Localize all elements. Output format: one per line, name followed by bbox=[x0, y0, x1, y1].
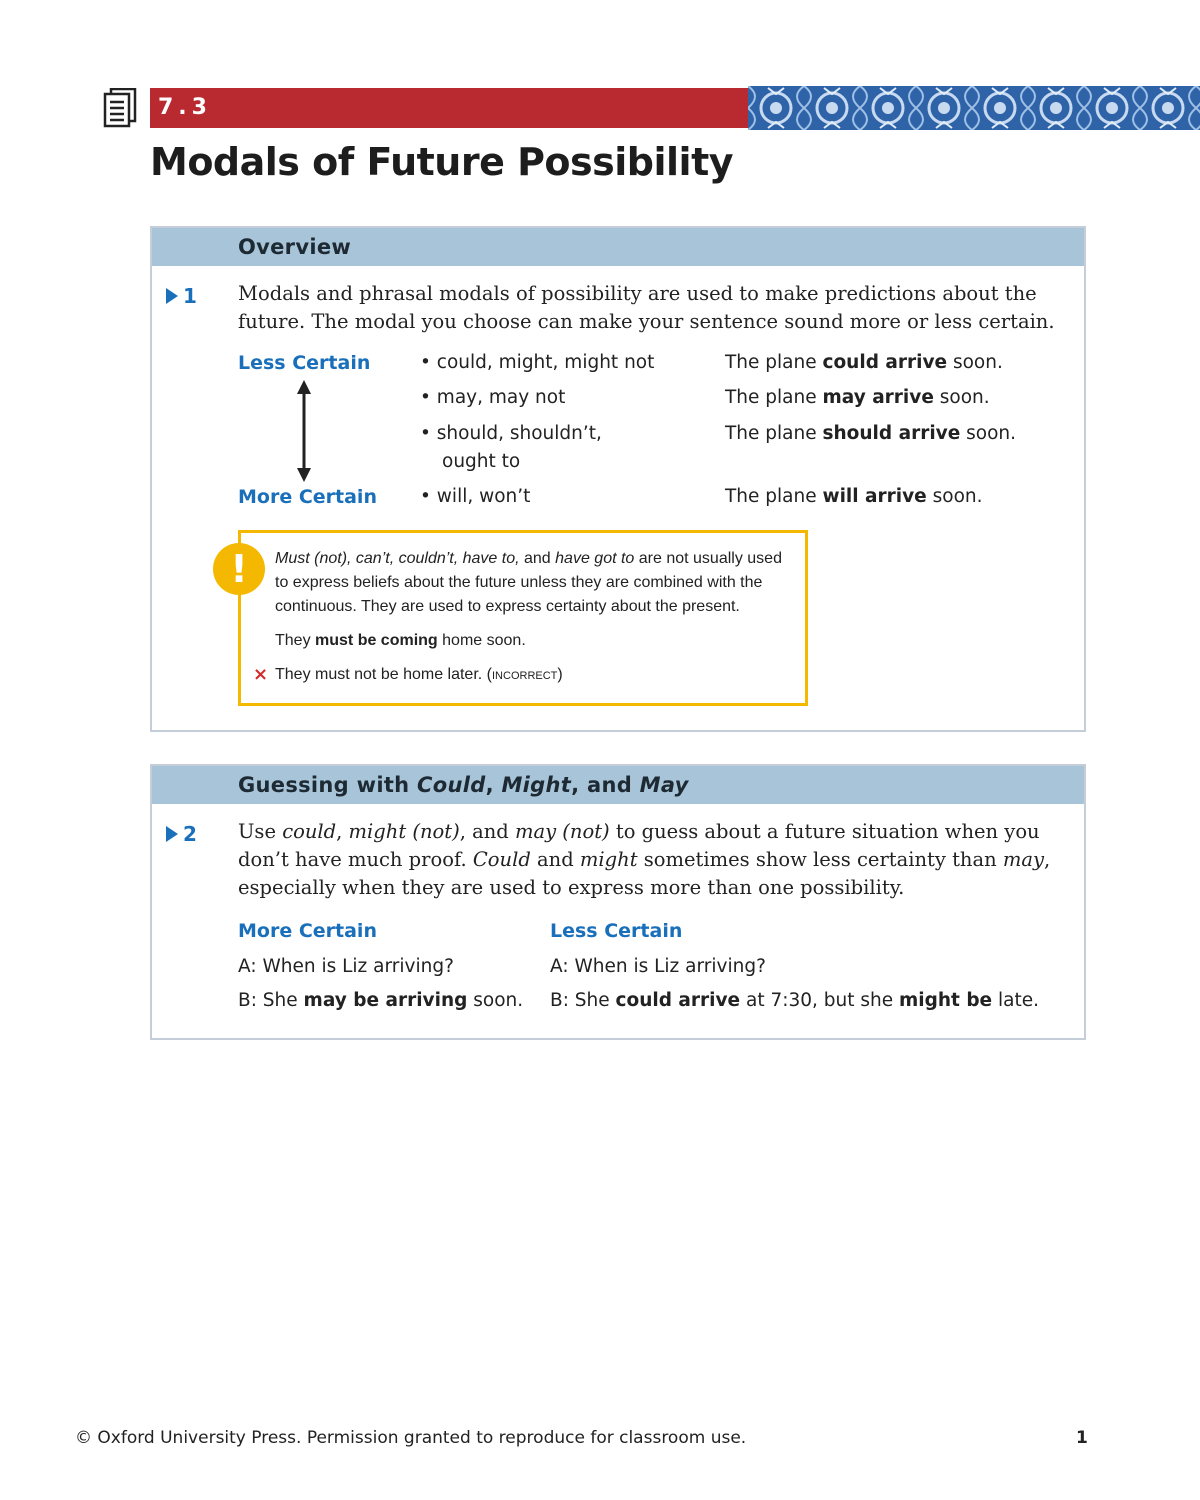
example-sentence: The plane could arrive soon. bbox=[725, 352, 1003, 373]
page-title: Modals of Future Possibility bbox=[150, 140, 734, 184]
dialogue-line-b: B: She may be arriving soon. bbox=[238, 990, 524, 1011]
dialogue-line-b: B: She could arrive at 7:30, but she might be late. bbox=[550, 990, 1039, 1011]
point-marker-1: 1 bbox=[166, 284, 197, 308]
note-example-incorrect: They must not be home later. (incorrect) bbox=[275, 666, 563, 683]
incorrect-x-icon: × bbox=[253, 664, 269, 685]
dialogue-line-a: A: When is Liz arriving? bbox=[238, 956, 454, 977]
example-sentence: The plane should arrive soon. bbox=[725, 423, 1017, 444]
dialogue-line-a: A: When is Liz arriving? bbox=[550, 956, 766, 977]
play-arrow-icon bbox=[166, 826, 178, 842]
guessing-header bbox=[152, 766, 1084, 804]
copyright-notice: © Oxford University Press. Permission granted to reproduce for classroom use. bbox=[75, 1428, 747, 1448]
guessing-paragraph: Use could, might (not), and may (not) to guess about a future situation when you don’t have much proof. Could and might sometimes show less certainty than may, especially when they are used to express more than one possibility. bbox=[238, 820, 1051, 899]
certainty-arrow-icon bbox=[294, 380, 314, 482]
less-certain-column-label: Less Certain bbox=[550, 920, 683, 942]
page-number: 1 bbox=[1076, 1428, 1088, 1448]
modal-list-item: • could, might, might not bbox=[420, 352, 655, 373]
overview-paragraph: Modals and phrasal modals of possibility are used to make predictions about the future. The modal you choose can make your sentence sound more or less certain. bbox=[238, 282, 1055, 333]
overview-header bbox=[152, 228, 1084, 266]
play-arrow-icon bbox=[166, 288, 178, 304]
overview-heading: Overview bbox=[238, 235, 352, 259]
overview-box bbox=[150, 226, 1086, 732]
modal-list-item: • will, won’t bbox=[420, 486, 531, 507]
note-paragraph: Must (not), can’t, couldn’t, have to, and have got to are not usually used to express beliefs about the future unless they are combined with the continuous. They are used to express certainty about the present. bbox=[275, 550, 782, 615]
section-bar bbox=[150, 88, 770, 128]
example-sentence: The plane will arrive soon. bbox=[725, 486, 983, 507]
modal-list-item: • should, shouldn’t, bbox=[420, 423, 602, 444]
note-example-correct: They must be coming home soon. bbox=[275, 632, 526, 649]
less-certain-label: Less Certain bbox=[238, 352, 371, 374]
guessing-heading: Guessing with Could, Might, and May bbox=[238, 773, 689, 797]
warning-note bbox=[230, 530, 808, 706]
modal-list-item: • may, may not bbox=[420, 387, 566, 408]
example-sentence: The plane may arrive soon. bbox=[725, 387, 990, 408]
guessing-box bbox=[150, 764, 1086, 1040]
more-certain-label: More Certain bbox=[238, 486, 377, 508]
section-number: 7.3 bbox=[158, 95, 212, 120]
decorative-tile-pattern bbox=[748, 86, 1200, 130]
document-icon bbox=[103, 88, 137, 128]
more-certain-column-label: More Certain bbox=[238, 920, 377, 942]
point-marker-2: 2 bbox=[166, 822, 197, 846]
exclamation-icon: ! bbox=[213, 543, 265, 595]
modal-list-item-continued: ought to bbox=[442, 451, 521, 472]
